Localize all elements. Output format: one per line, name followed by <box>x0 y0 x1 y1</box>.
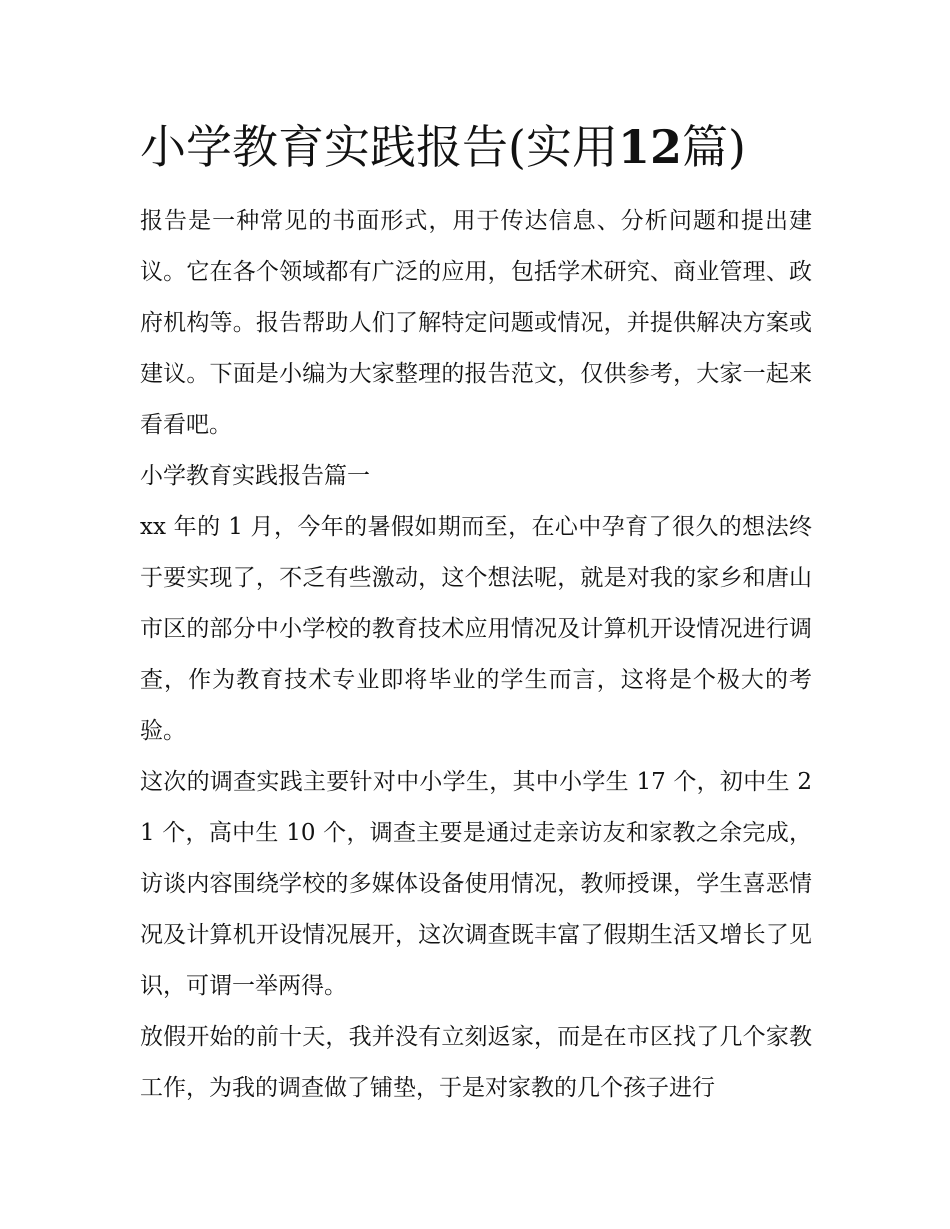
title-prefix: 小学教育实践报告(实用 <box>140 120 618 174</box>
document-body <box>140 196 812 1114</box>
section-heading: 小学教育实践报告篇一 <box>140 463 370 489</box>
intro-paragraph: 报告是一种常见的书面形式，用于传达信息、分析问题和提出建议。它在各个领域都有广泛的应用，包括学术研究、商业管理、政府机构等。报告帮助人们了解特定问题或情况，并提供解决方案或建议。下面是小编为大家整理的报告范文，仅供参考，大家一起来看看吧。 <box>140 208 812 438</box>
document-title <box>140 112 840 182</box>
title-number: 12 <box>617 120 682 174</box>
body-paragraph: 这次的调查实践主要针对中小学生，其中小学生 17 个，初中生 21 个，高中生 10 个，调查主要是通过走亲访友和家教之余完成，访谈内容围绕学校的多媒体设备使用情况，教师授课，学生喜恶情况及计算机开设情况展开，这次调查既丰富了假期生活又增长了见识，可谓一举两得。 <box>140 769 812 999</box>
body-paragraph: xx 年的 1 月，今年的暑假如期而至，在心中孕育了很久的想法终于要实现了，不乏有些激动，这个想法呢，就是对我的家乡和唐山市区的部分中小学校的教育技术应用情况及计算机开设情况进行调查，作为教育技术专业即将毕业的学生而言，这将是个极大的考验。 <box>140 514 812 744</box>
body-paragraph: 放假开始的前十天，我并没有立刻返家，而是在市区找了几个家教工作，为我的调查做了铺垫，于是对家教的几个孩子进行 <box>140 1024 812 1101</box>
title-suffix: 篇) <box>681 120 746 174</box>
